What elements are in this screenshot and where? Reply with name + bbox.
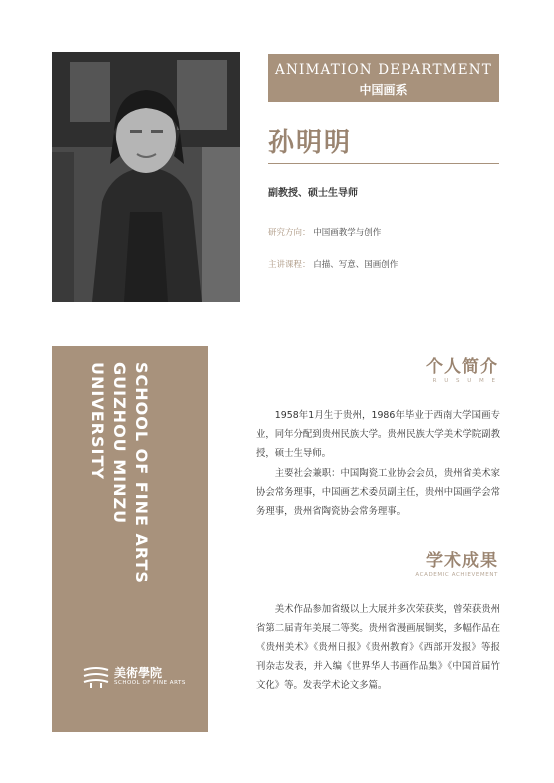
- portrait-photo: [52, 52, 240, 302]
- courses-value: 白描、写意、国画创作: [313, 260, 399, 270]
- research-value: 中国画教学与创作: [313, 228, 382, 238]
- school-band: [52, 346, 208, 732]
- person-title: 副教授、硕士生导师: [268, 188, 358, 199]
- resume-subheading: R U S U M E: [432, 378, 498, 384]
- research-field: [268, 226, 381, 238]
- department-name-en: ANIMATION DEPARTMENT: [275, 62, 492, 78]
- courses-label: 主讲课程：: [268, 260, 311, 270]
- resume-heading: 个人简介: [426, 357, 498, 377]
- portrait-illustration: [52, 52, 240, 302]
- person-name: 孙明明: [268, 128, 353, 158]
- resume-paragraph-1: 1958年1月生于贵州，1986年毕业于西南大学国画专业，同年分配到贵州民族大学。贵州民族大学美术学院副教授，硕士生导师。: [256, 410, 500, 459]
- department-banner: [268, 54, 499, 102]
- school-vertical-text: [86, 362, 152, 632]
- courses-field: [268, 258, 398, 270]
- resume-paragraph-2: 主要社会兼职：中国陶瓷工业协会会员，贵州省美术家协会常务理事，中国画艺术委员副主任，贵州中国画学会常务理事，贵州省陶瓷协会常务理事。: [256, 468, 500, 517]
- achievement-paragraph: 美术作品参加省级以上大展并多次荣获奖，曾荣获贵州省第二届青年美展二等奖。贵州省漫画展铜奖，多幅作品在《贵州美术》《贵州日报》《贵州教育》《西部开发报》等报刊杂志发表，并入编《世界华人书画作品集》《中国首届竹文化》等。发表学术论文多篇。: [256, 604, 500, 691]
- school-name-line: SCHOOL OF FINE ARTS: [132, 362, 151, 584]
- school-logo-icon: [82, 666, 110, 688]
- department-name-cn: 中国画系: [359, 83, 408, 97]
- achievement-subheading: ACADEMIC ACHIEVEMENT: [415, 572, 498, 578]
- research-label: 研究方向：: [268, 228, 311, 238]
- university-name-line: GUIZHOU MINZU UNIVERSITY: [88, 362, 129, 525]
- school-logo-en: SCHOOL OF FINE ARTS: [114, 680, 186, 686]
- achievement-heading: 学术成果: [426, 551, 498, 571]
- school-logo-cn: 美術學院: [114, 666, 163, 680]
- name-divider: [268, 163, 499, 164]
